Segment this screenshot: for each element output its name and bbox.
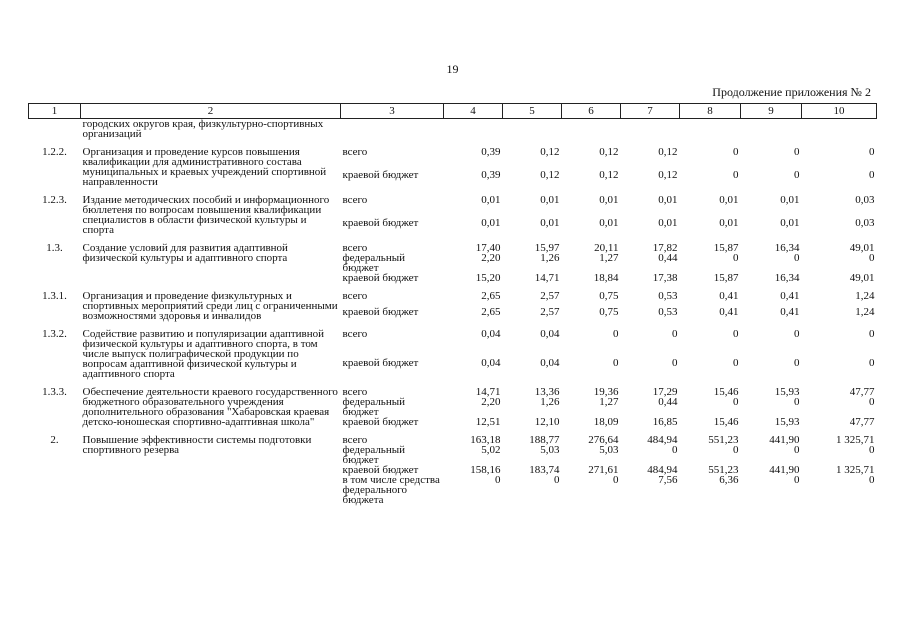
- value-cell: 0,01: [599, 216, 619, 229]
- value-cell: 1,24: [855, 306, 875, 319]
- funding-source: всего: [342, 146, 368, 158]
- value-cell: 0,12: [658, 168, 678, 181]
- value-cell: 0,53: [658, 290, 678, 302]
- value-cell: 1,27: [599, 252, 619, 264]
- value-cell: 183,74: [529, 464, 560, 476]
- value-cell: 0: [869, 357, 875, 370]
- value-cell: [741, 119, 802, 140]
- funding-source: всего: [342, 386, 368, 398]
- value-cell: 0,12: [540, 168, 560, 181]
- funding-source: краевой бюджет: [342, 306, 419, 319]
- value-cell: [562, 119, 621, 140]
- value-cell: 0,01: [658, 194, 678, 206]
- value-cell: 0,01: [658, 216, 678, 229]
- value-cell: 0: [869, 146, 875, 158]
- value-cell: 47,77: [849, 386, 875, 398]
- value-cell: 1,26: [540, 396, 560, 408]
- value-cell: 12,10: [534, 416, 560, 428]
- value-cell: 0,01: [719, 216, 739, 229]
- funding-source: краевой бюджет: [342, 416, 419, 428]
- value-cell: 0: [613, 357, 619, 370]
- value-cell: 0,12: [540, 146, 560, 158]
- value-cell: 0: [794, 474, 800, 486]
- value-cell: 0,41: [719, 306, 739, 319]
- item-name: Организация и проведение курсов повышения квалификации для административного состава муниципальных и краевых учреждений спортивной направленности: [82, 146, 327, 188]
- value-cell: [802, 119, 877, 140]
- value-cell: 2,57: [540, 306, 560, 319]
- value-cell: 5,02: [481, 444, 501, 456]
- item-code: 1.3.: [46, 242, 63, 254]
- value-cell: 0: [794, 328, 800, 340]
- funding-source: всего: [342, 194, 368, 206]
- value-cell: 7,56: [658, 474, 678, 486]
- value-cell: 5,03: [540, 444, 560, 456]
- funding-source: федеральный бюджет: [342, 444, 405, 466]
- item-name: Повышение эффективности системы подготовки спортивного резерва: [82, 434, 312, 456]
- value-cell: 0,12: [599, 146, 619, 158]
- value-cell: 0: [869, 444, 875, 456]
- value-cell: 0: [733, 328, 739, 340]
- value-cell: 1,24: [855, 290, 875, 302]
- value-cell: 0: [794, 357, 800, 370]
- value-cell: 0,01: [599, 194, 619, 206]
- header-cell: 7: [621, 104, 680, 119]
- value-cell: 15,46: [713, 386, 739, 398]
- value-cell: 15,93: [774, 386, 800, 398]
- page-number: 19: [446, 62, 459, 76]
- table-row: [29, 235, 877, 253]
- funding-source: всего: [342, 242, 368, 254]
- value-cell: 15,20: [475, 272, 501, 284]
- value-cell: 17,38: [652, 272, 678, 284]
- value-cell: 0: [794, 252, 800, 264]
- value-cell: 0,44: [658, 396, 678, 408]
- value-cell: 49,01: [849, 272, 875, 284]
- funding-source: всего: [342, 434, 368, 446]
- value-cell: 6,36: [719, 474, 739, 486]
- value-cell: 0,01: [540, 194, 560, 206]
- table-row: [29, 119, 877, 140]
- value-cell: 0: [733, 252, 739, 264]
- value-cell: 0: [869, 396, 875, 408]
- value-cell: 484,94: [647, 434, 678, 446]
- value-cell: 0: [733, 357, 739, 370]
- value-cell: 276,64: [588, 434, 619, 446]
- value-cell: 0,01: [780, 194, 800, 206]
- value-cell: 0,39: [481, 146, 501, 158]
- value-cell: 18,84: [593, 272, 619, 284]
- value-cell: 16,85: [652, 416, 678, 428]
- value-cell: 0,39: [481, 168, 501, 181]
- value-cell: 0,01: [481, 194, 501, 206]
- header-cell: 9: [741, 104, 802, 119]
- value-cell: 0,75: [599, 306, 619, 319]
- header-cell: 10: [802, 104, 877, 119]
- value-cell: 15,87: [713, 242, 739, 254]
- value-cell: 0,01: [540, 216, 560, 229]
- value-cell: 2,57: [540, 290, 560, 302]
- value-cell: 441,90: [769, 434, 800, 446]
- funding-source: всего: [342, 290, 368, 302]
- funding-source: всего: [342, 328, 368, 340]
- table-row: [29, 187, 877, 218]
- value-cell: 13,36: [534, 386, 560, 398]
- value-cell: [444, 119, 503, 140]
- value-cell: 17,29: [652, 386, 678, 398]
- value-cell: 1,26: [540, 252, 560, 264]
- value-cell: 0: [733, 146, 739, 158]
- value-cell: 0,41: [780, 290, 800, 302]
- header-cell: 5: [503, 104, 562, 119]
- value-cell: 20,11: [594, 242, 619, 254]
- value-cell: 2,20: [481, 396, 501, 408]
- value-cell: 0: [613, 474, 619, 486]
- item-code: 1.3.1.: [42, 290, 67, 302]
- value-cell: [503, 119, 562, 140]
- table-row: [29, 321, 877, 358]
- value-cell: 0: [495, 474, 501, 486]
- value-cell: 271,61: [588, 464, 619, 476]
- item-name: Содействие развитию и популяризации адаптивной физической культуры и адаптивного спорта, в том числе выпуск полиграфической продукции по вопросам адаптивной физической культуры и адаптивного спорта: [82, 328, 325, 380]
- value-cell: 19,36: [593, 386, 619, 398]
- value-cell: 0,04: [540, 357, 560, 370]
- value-cell: 0: [554, 474, 560, 486]
- value-cell: 17,40: [475, 242, 501, 254]
- value-cell: 0,75: [599, 290, 619, 302]
- value-cell: 1 325,71: [836, 434, 875, 446]
- item-code: 1.2.3.: [42, 194, 67, 206]
- value-cell: 0: [733, 444, 739, 456]
- value-cell: 2,65: [481, 306, 501, 319]
- value-cell: 0,12: [599, 168, 619, 181]
- value-cell: 0,44: [658, 252, 678, 264]
- header-cell: 8: [680, 104, 741, 119]
- value-cell: 551,23: [708, 464, 739, 476]
- value-cell: 0: [733, 396, 739, 408]
- table-row: [29, 379, 877, 397]
- item-code: 1.3.2.: [42, 328, 67, 340]
- value-cell: 0,01: [719, 194, 739, 206]
- value-cell: 163,18: [470, 434, 501, 446]
- value-cell: [680, 119, 741, 140]
- funding-source: федеральный бюджет: [342, 252, 405, 274]
- continuation-label: Продолжение приложения № 2: [712, 85, 871, 99]
- value-cell: 0: [794, 444, 800, 456]
- value-cell: 18,09: [593, 416, 619, 428]
- value-cell: 0: [672, 357, 678, 370]
- item-name: Издание методических пособий и информационного бюллетеня по вопросам повышения квалификации специалистов в области физической культуры и спорта: [82, 194, 330, 236]
- value-cell: 0: [613, 328, 619, 340]
- item-name: Организация и проведение физкультурных и спортивных мероприятий среди лиц с ограниченными возможностями здоровья и инвалидов: [82, 290, 338, 322]
- funding-source: федеральный бюджет: [342, 396, 405, 418]
- funding-source: краевой бюджет: [342, 216, 419, 229]
- value-cell: 15,97: [534, 242, 560, 254]
- header-cell: 6: [562, 104, 621, 119]
- table-row: [29, 427, 877, 445]
- value-cell: 14,71: [475, 386, 501, 398]
- budget-table: [28, 103, 877, 505]
- value-cell: 2,65: [481, 290, 501, 302]
- value-cell: 0,41: [719, 290, 739, 302]
- value-cell: 0,04: [481, 328, 501, 340]
- table-row: [29, 283, 877, 307]
- value-cell: 0: [869, 474, 875, 486]
- funding-source: в том числе средства федерального бюджета: [342, 474, 440, 506]
- value-cell: 14,71: [534, 272, 560, 284]
- value-cell: 1,27: [599, 396, 619, 408]
- item-code: [29, 119, 81, 140]
- value-cell: 0,03: [855, 194, 875, 206]
- item-code: 1.3.3.: [42, 386, 67, 398]
- header-cell: 1: [29, 104, 81, 119]
- item-code: 2.: [50, 434, 59, 446]
- value-cell: 0,41: [780, 306, 800, 319]
- item-name: городских округов края, физкультурно-спортивных организаций: [82, 118, 324, 140]
- value-cell: 15,46: [713, 416, 739, 428]
- value-cell: 0: [869, 328, 875, 340]
- value-cell: 49,01: [849, 242, 875, 254]
- value-cell: 0,04: [481, 357, 501, 370]
- value-cell: 5,03: [599, 444, 619, 456]
- funding-source: [341, 119, 444, 140]
- value-cell: 0: [869, 252, 875, 264]
- value-cell: 0: [733, 168, 739, 181]
- value-cell: 47,77: [849, 416, 875, 428]
- value-cell: 188,77: [529, 434, 560, 446]
- value-cell: 0: [869, 168, 875, 181]
- item-name: Обеспечение деятельности краевого государственного бюджетного образовательного учреждения дополнительного образования "Хабаровская краевая детско-юношеская спортивно-адаптивная школа": [82, 386, 338, 428]
- value-cell: 484,94: [647, 464, 678, 476]
- funding-source: краевой бюджет: [342, 168, 419, 181]
- value-cell: 15,87: [713, 272, 739, 284]
- value-cell: 0: [794, 396, 800, 408]
- table-row: [29, 139, 877, 170]
- funding-source: краевой бюджет: [342, 464, 419, 476]
- value-cell: 551,23: [708, 434, 739, 446]
- value-cell: 16,34: [774, 272, 800, 284]
- value-cell: 0,03: [855, 216, 875, 229]
- value-cell: 0,53: [658, 306, 678, 319]
- item-name: Создание условий для развития адаптивной физической культуры и адаптивного спорта: [82, 242, 288, 264]
- value-cell: 158,16: [470, 464, 501, 476]
- item-code: 1.2.2.: [42, 146, 67, 158]
- value-cell: 0,01: [780, 216, 800, 229]
- value-cell: 12,51: [475, 416, 501, 428]
- funding-source: краевой бюджет: [342, 357, 419, 370]
- value-cell: 0: [794, 146, 800, 158]
- header-cell: 3: [341, 104, 444, 119]
- value-cell: 0,04: [540, 328, 560, 340]
- value-cell: 0: [672, 444, 678, 456]
- header-cell: 2: [81, 104, 341, 119]
- header-row: [29, 104, 877, 119]
- value-cell: 0: [672, 328, 678, 340]
- value-cell: 441,90: [769, 464, 800, 476]
- funding-source: краевой бюджет: [342, 272, 419, 284]
- value-cell: 1 325,71: [836, 464, 875, 476]
- value-cell: 0,12: [658, 146, 678, 158]
- value-cell: [621, 119, 680, 140]
- value-cell: 17,82: [652, 242, 678, 254]
- value-cell: 16,34: [774, 242, 800, 254]
- header-cell: 4: [444, 104, 503, 119]
- value-cell: 0: [794, 168, 800, 181]
- value-cell: 2,20: [481, 252, 501, 264]
- value-cell: 0,01: [481, 216, 501, 229]
- value-cell: 15,93: [774, 416, 800, 428]
